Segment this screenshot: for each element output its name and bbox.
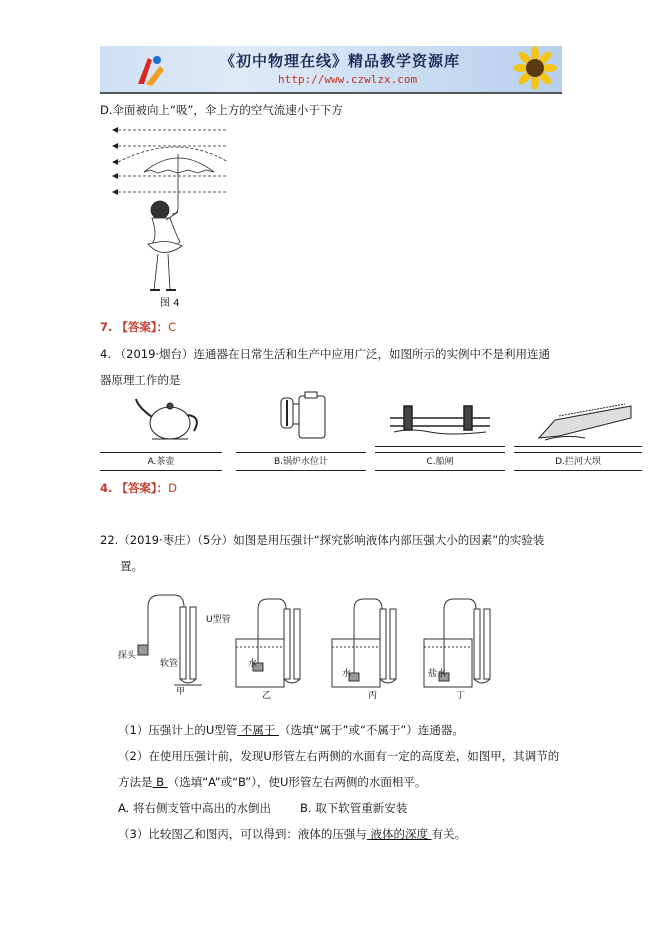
dam-image: [535, 400, 635, 442]
q22-option-b: B. 取下软管重新安装: [300, 801, 408, 815]
q22-part3: [118, 826, 466, 842]
option-c-label: C.船闸: [426, 457, 454, 467]
fig-label-probe: 探头: [118, 651, 137, 661]
fig-label-u-tube: U型管: [206, 615, 231, 625]
answer-7-prefix: 7. 【答案】：: [100, 320, 169, 334]
q22-p2-answer: B: [152, 775, 168, 789]
figure4-label: 图 4: [160, 298, 180, 309]
answer-7-value: C: [168, 320, 177, 334]
q22-p2-b: （选填“A”或“B”），使U形管左右两侧的水面相平。: [167, 775, 427, 789]
umbrella-figure: [108, 118, 238, 316]
answer-4: [100, 480, 177, 496]
q4-line1: 4. （2019·烟台）连通器在日常生活和生产中应用广泛，如图所示的实例中不是利用连通: [100, 347, 551, 361]
answer-4-value: D: [168, 481, 177, 495]
q22-line1: 22.（2019·枣庄）（5分）如图是用压强计“探究影响液体内部压强大小的因素”的实验装: [100, 533, 545, 547]
umbrella-statement: D.伞面被向上“吸”，伞上方的空气流速小于下方: [100, 103, 343, 117]
ship-lock-image: [390, 398, 490, 438]
boiler-gauge-image: [275, 390, 335, 442]
header-banner: [100, 46, 562, 94]
answer-7: [100, 319, 176, 335]
q22-p1-a: （1）压强计上的U型管: [118, 723, 238, 737]
banner-title: 《初中物理在线》精品教学资源库: [220, 52, 461, 70]
fig-label-water-b: 水: [248, 659, 258, 669]
fig-label-brine: 盐水: [428, 669, 447, 679]
q22-p2-a: 方法是: [118, 775, 153, 789]
sunflower-icon: [508, 46, 562, 92]
q22-line2: 置。: [120, 559, 143, 573]
fig-label-jia: 甲: [176, 687, 186, 697]
q4-line2: 器原理工作的是: [100, 373, 181, 387]
option-d-label: D.拦河大坝: [555, 457, 601, 467]
answer-4-prefix: 4. 【答案】：: [100, 481, 169, 495]
q22-part2-line2: [118, 774, 426, 790]
fig-label-yi: 乙: [262, 691, 272, 701]
banner-url[interactable]: http://www.czwlzx.com: [278, 73, 418, 86]
q22-p1-answer: 不属于: [237, 723, 280, 737]
q22-p3-b: 有关。: [431, 827, 467, 841]
logo-icon: [130, 50, 170, 90]
fig-label-ding: 丁: [456, 691, 466, 701]
fig-label-hose: 软管: [160, 659, 179, 669]
q22-part1: [118, 722, 464, 738]
q22-option-a: A. 将右侧支管中高出的水倒出: [118, 801, 271, 815]
teapot-image: [130, 395, 210, 445]
fig-label-bing: 丙: [368, 691, 378, 701]
q22-part2-line1: （2）在使用压强计前，发现U形管左右两侧的水面有一定的高度差，如图甲，其调节的: [118, 749, 560, 763]
fig-label-water-c: 水: [342, 669, 352, 679]
q22-p3-answer: 液体的深度: [366, 827, 432, 841]
q22-p3-a: （3）比较图乙和图丙，可以得到：液体的压强与: [118, 827, 367, 841]
option-a-label: A.茶壶: [147, 457, 175, 467]
pressure-gauge-figure: [118, 585, 528, 697]
q22-p1-b: （选填“属于”或“不属于”）连通器。: [279, 723, 464, 737]
option-b-label: B.锅炉水位计: [273, 457, 329, 467]
